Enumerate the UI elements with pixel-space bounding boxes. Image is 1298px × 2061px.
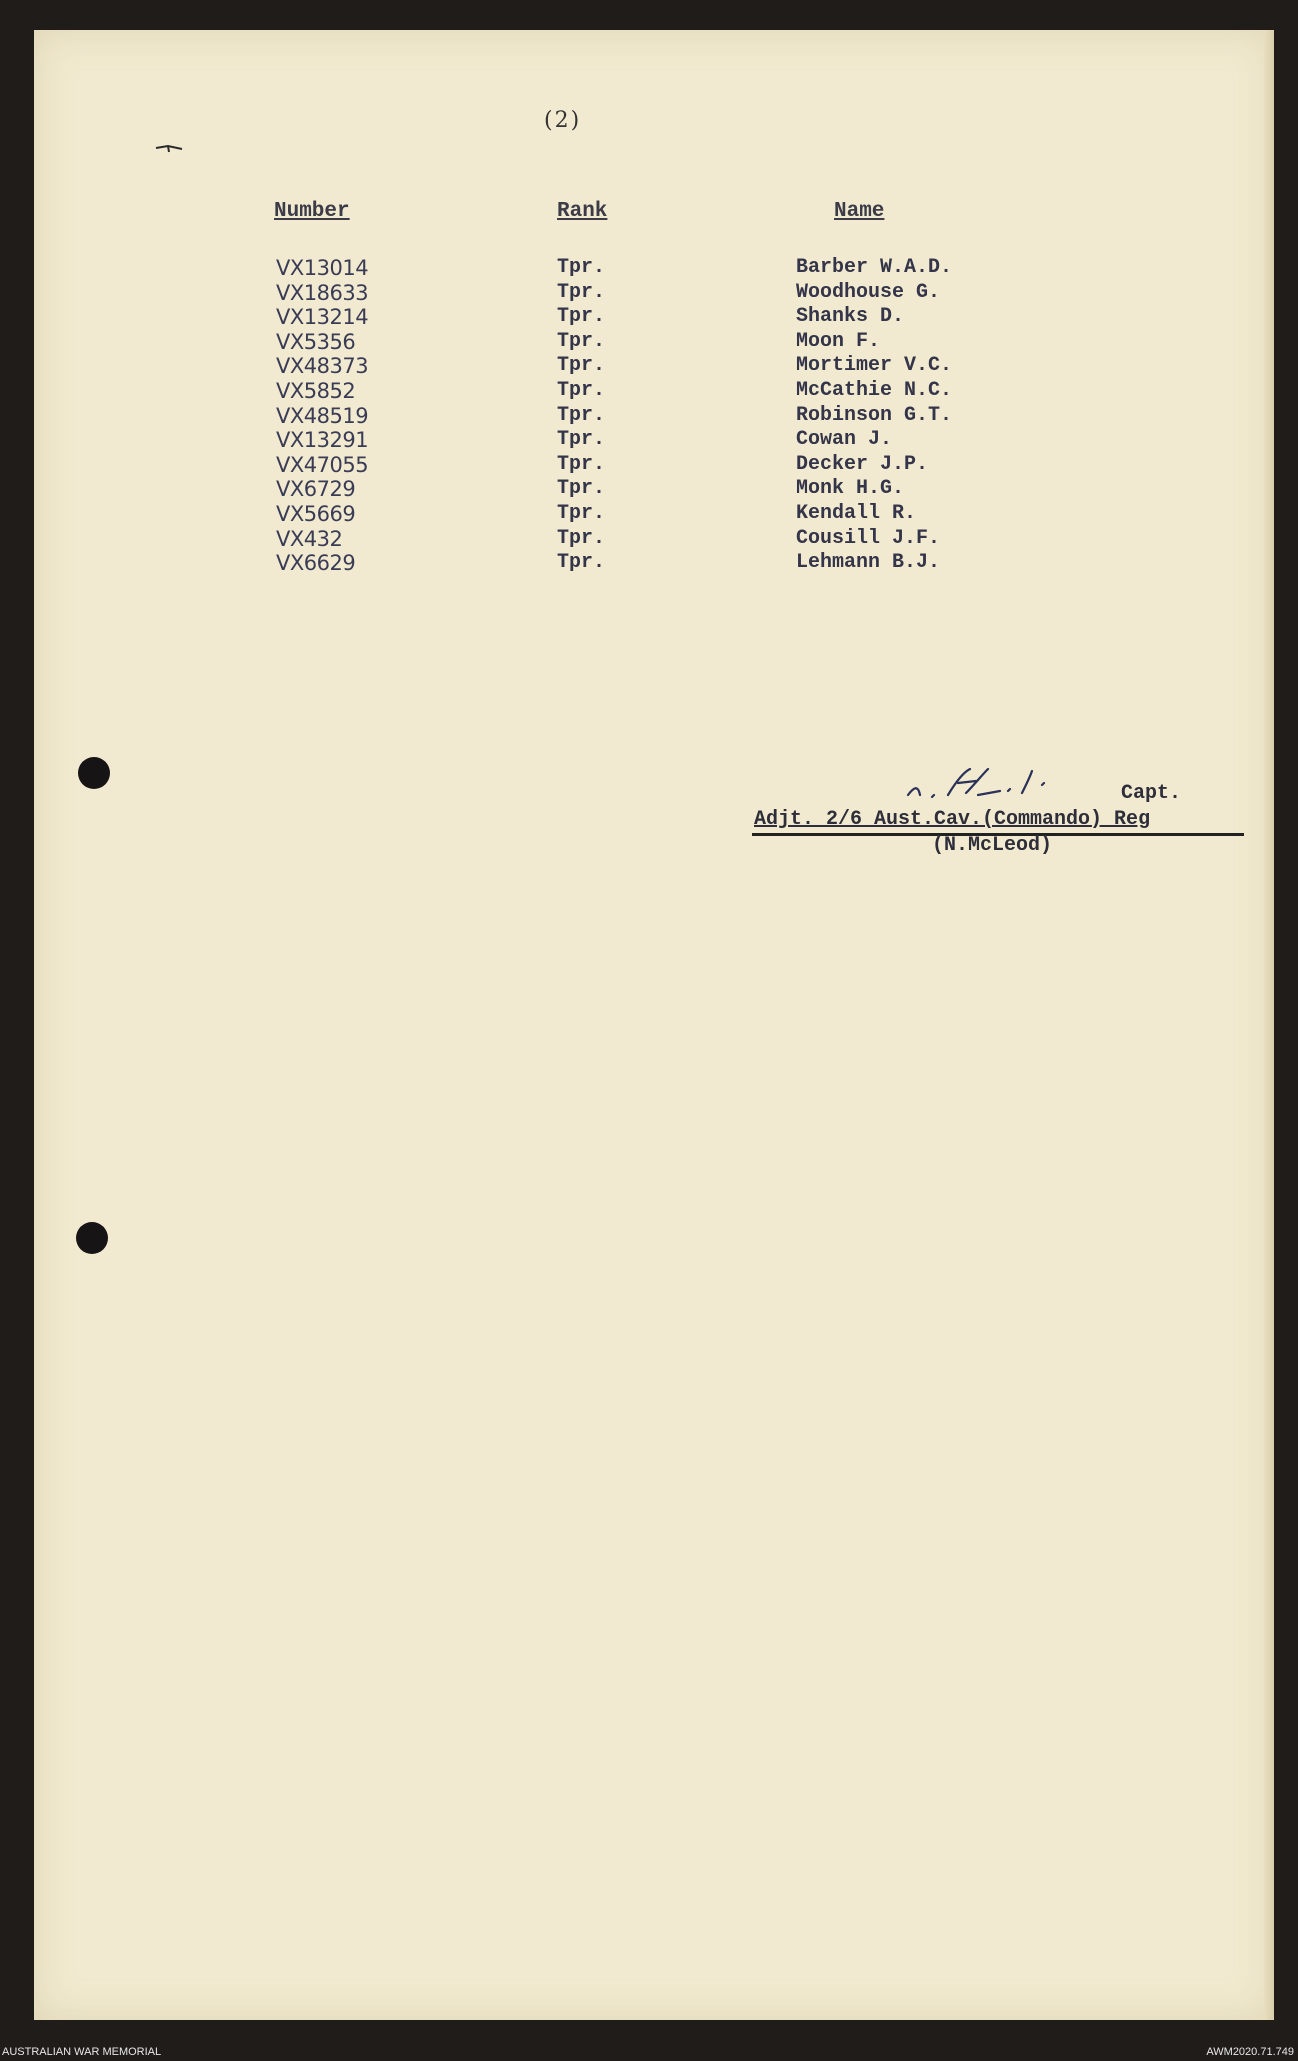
service-number: VX6629: [276, 551, 356, 576]
soldier-name: Lehmann B.J.: [796, 551, 941, 575]
handwritten-signature: [904, 765, 1064, 805]
table-row: [274, 256, 1074, 281]
rank: Tpr.: [557, 280, 606, 304]
table-row: [274, 502, 1074, 527]
service-number: VX48519: [276, 403, 369, 428]
punch-hole: [76, 1222, 108, 1254]
table-row: [274, 453, 1074, 478]
soldier-name: Moon F.: [796, 329, 881, 353]
soldier-name: Woodhouse G.: [796, 280, 941, 304]
soldier-name: Mortimer V.C.: [796, 354, 953, 378]
signatory-rank: Capt.: [1121, 782, 1182, 805]
signatory-name: (N.McLeod): [932, 834, 1053, 857]
rank: Tpr.: [557, 452, 606, 476]
table-body: [274, 256, 1074, 576]
table-row: [274, 305, 1074, 330]
service-number: VX6729: [276, 477, 356, 502]
rank: Tpr.: [557, 551, 606, 575]
service-number: VX432: [276, 526, 343, 551]
archive-footer: [0, 2041, 1298, 2061]
soldier-name: Barber W.A.D.: [796, 256, 953, 279]
archive-reference: AWM2020.71.749: [1206, 2046, 1294, 2058]
service-number: VX5356: [276, 329, 356, 354]
soldier-name: Kendall R.: [796, 501, 917, 525]
service-number: VX47055: [276, 452, 369, 477]
rank: Tpr.: [557, 354, 606, 378]
archive-name: AUSTRALIAN WAR MEMORIAL: [2, 2046, 162, 2058]
rank: Tpr.: [557, 477, 606, 501]
page-number: (2): [544, 108, 582, 133]
table-row: [274, 428, 1074, 453]
soldier-name: Cousill J.F.: [796, 526, 941, 550]
signatory-appointment: Adjt. 2/6 Aust.Cav.(Commando) Reg: [754, 808, 1151, 831]
rank: Tpr.: [557, 256, 606, 279]
rank: Tpr.: [557, 526, 606, 550]
punch-hole: [78, 757, 110, 789]
soldier-name: Decker J.P.: [796, 452, 929, 476]
table-row: [274, 354, 1074, 379]
document-page: [34, 30, 1274, 2020]
soldier-name: Robinson G.T.: [796, 403, 953, 427]
service-number: VX5669: [276, 501, 356, 526]
service-number: VX48373: [276, 354, 369, 379]
rank: Tpr.: [557, 428, 606, 452]
table-row: [274, 281, 1074, 306]
service-number: VX13291: [276, 428, 369, 453]
table-row: [274, 404, 1074, 429]
soldier-name: Cowan J.: [796, 428, 893, 452]
header-number: Number: [274, 200, 350, 223]
service-number: VX18633: [276, 280, 369, 305]
table-row: [274, 330, 1074, 355]
rank: Tpr.: [557, 403, 606, 427]
soldier-name: Monk H.G.: [796, 477, 905, 501]
table-row: [274, 477, 1074, 502]
ink-mark: [154, 140, 184, 154]
service-number: VX13014: [276, 256, 369, 280]
rank: Tpr.: [557, 501, 606, 525]
table-row: [274, 379, 1074, 404]
rank: Tpr.: [557, 305, 606, 329]
soldier-name: McCathie N.C.: [796, 378, 953, 402]
header-name: Name: [834, 200, 885, 223]
table-row: [274, 527, 1074, 552]
table-row: [274, 551, 1074, 576]
service-number: VX5852: [276, 378, 356, 403]
service-number: VX13214: [276, 305, 369, 330]
soldier-name: Shanks D.: [796, 305, 905, 329]
page-edge: [1264, 30, 1274, 2020]
rank: Tpr.: [557, 378, 606, 402]
header-rank: Rank: [557, 200, 608, 223]
rank: Tpr.: [557, 329, 606, 353]
